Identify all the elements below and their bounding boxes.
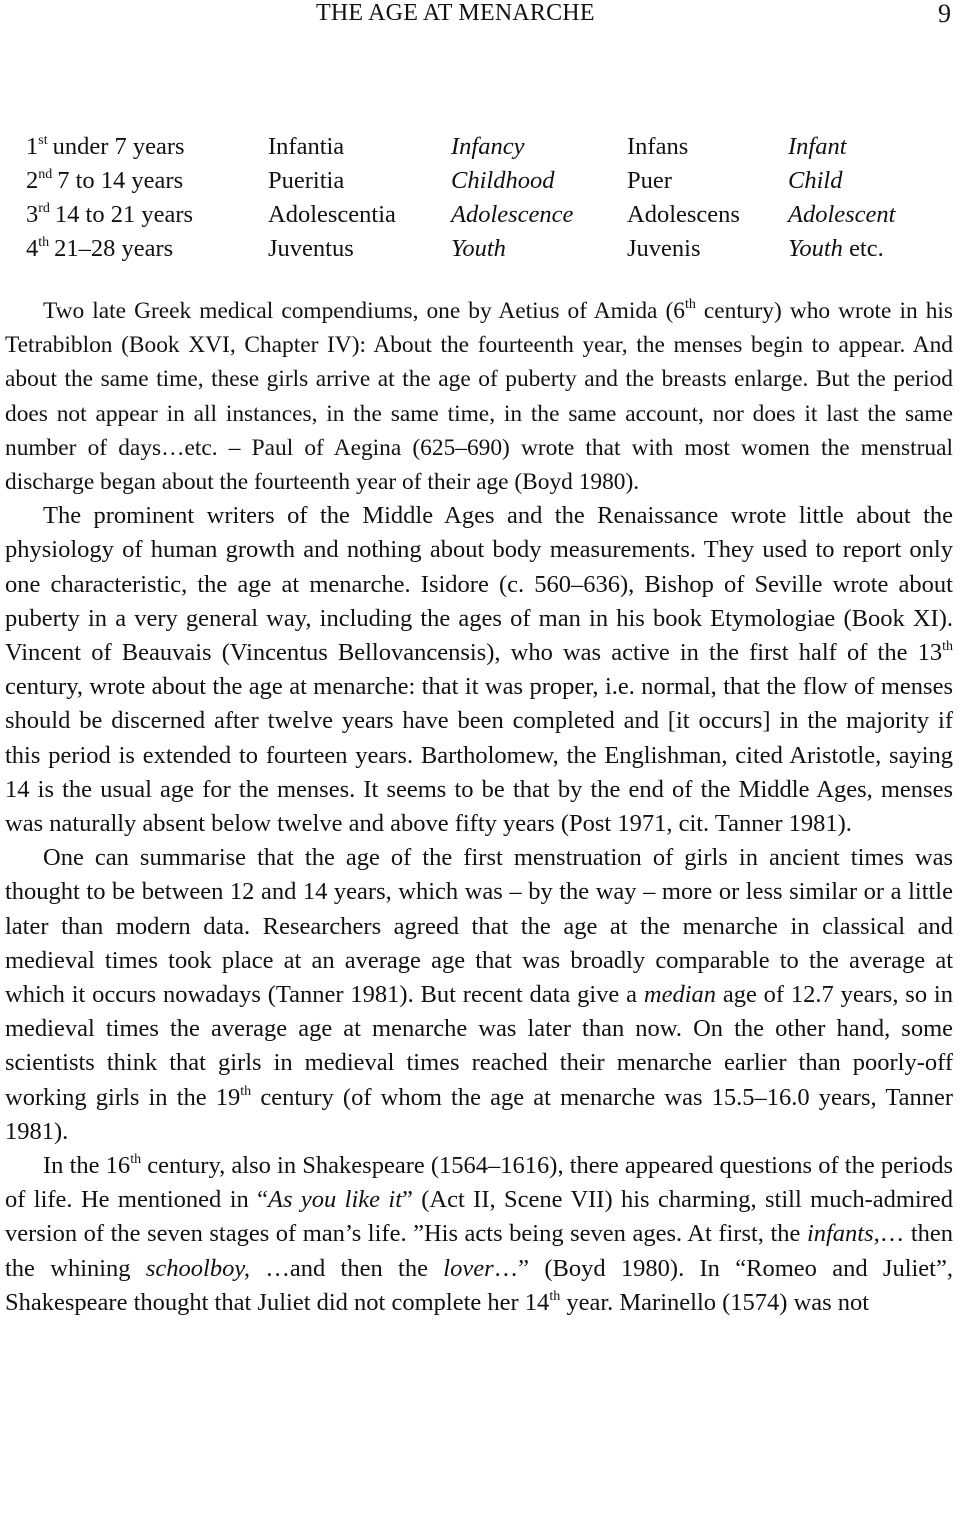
text-run: … then the whining <box>5 1220 953 1282</box>
age-range: under 7 years <box>52 133 185 160</box>
ordinal: 3 <box>26 201 39 228</box>
latin-term: Juventus <box>268 235 354 262</box>
latin-term-2: Juvenis <box>627 235 701 262</box>
text-run: century) who wrote in his Tetrabiblon (Book XVI, Chapter IV): About the fourteenth year, the menses begin to appear. And about the same time, these girls arrive at the age of puberty and the breasts enlarge. But the period does not appear in all instances, in the same time, in the same account, nor does it last the same number of days…etc. – Paul of Aegina (625–690) wrote that with most women the menstrual discharge began about the fourteenth year of their age (Boyd 1980). <box>5 298 953 496</box>
age-range: 21–28 years <box>54 235 174 262</box>
paragraph <box>5 499 953 841</box>
emphasis: infants, <box>806 1220 880 1248</box>
stage-cell <box>26 232 173 266</box>
age-range: 7 to 14 years <box>57 167 184 194</box>
superscript: th <box>942 639 953 655</box>
text-run: …” (Boyd 1980). In “Romeo and Juliet”, Shakespeare thought that Juliet did not complete her 14 <box>5 1254 953 1316</box>
ages-table-row <box>26 232 946 266</box>
latin-term-2: Puer <box>627 167 672 194</box>
superscript: th <box>684 297 696 312</box>
paragraph <box>5 294 953 499</box>
emphasis: schoolboy, <box>145 1254 251 1282</box>
superscript: th <box>130 1152 142 1168</box>
stage-cell <box>26 198 193 232</box>
ages-table-row <box>26 164 946 198</box>
english-term: Infancy <box>451 133 525 160</box>
text-run: century (of whom the age at menarche was 15.5–16.0 years, Tanner 1981). <box>5 1083 953 1145</box>
ordinal-suffix: rd <box>38 201 50 216</box>
paragraph <box>5 841 953 1149</box>
english-term-2: Youth <box>788 235 843 262</box>
text-run: century, also in Shakespeare (1564–1616), there appeared questions of the periods of life. He mentioned in “ <box>5 1152 953 1214</box>
ages-table-row <box>26 198 946 232</box>
superscript: th <box>240 1083 252 1099</box>
text-run: One can summarise that the age of the first menstruation of girls in ancient times was thought to be between 12 and 14 years, which was – by the way – more or less similar or a little later than modern data. Researchers agreed that the age at the menarche in classical and medieval times took place at an average age that was broadly comparable to the average at which it occurs nowadays (Tanner 1981). But recent data give a <box>5 844 953 1009</box>
text-run: The prominent writers of the Middle Ages and the Renaissance wrote little about the physiology of human growth and nothing about body measurements. They used to report only one characteristic, the age at menarche. Isidore (c. 560–636), Bishop of Seville wrote about puberty in a very general way, including the ages of man in his book Etymologiae (Book XI). Vincent of Beauvais (Vincentus Bellovancensis), who was active in the first half of the 13 <box>5 502 953 667</box>
english-term-2: Child <box>788 167 843 194</box>
english-term-2-cell <box>788 198 896 232</box>
ordinal-suffix: th <box>38 235 50 250</box>
body-text <box>5 294 953 1320</box>
english-term: Youth <box>451 235 506 262</box>
english-term-2-cell <box>788 164 842 198</box>
superscript: th <box>549 1288 561 1304</box>
latin-term-2: Adolescens <box>627 201 740 228</box>
ordinal: 4 <box>26 235 39 262</box>
text-run: century, wrote about the age at menarche: that it was proper, i.e. normal, that the flow of menses should be discerned after twelve years have been completed and [it occurs] in the majority if this period is extended to fourteen years. Bartholomew, the Englishman, cited Aristotle, saying 14 is the usual age for the menses. It seems to be that by the end of the Middle Ages, menses was naturally absent below twelve and above fifty years (Post 1971, cit. Tanner 1981). <box>5 673 953 838</box>
latin-term-2: Infans <box>627 133 689 160</box>
text-run: age of 12.7 years, so in medieval times the average age at menarche was later than now. On the other hand, some scientists think that girls in medieval times reached their menarche earlier than poorly-off working girls in the 19 <box>5 981 953 1111</box>
english-term-2-cell <box>788 130 847 164</box>
ordinal-suffix: nd <box>38 167 53 182</box>
ordinal-suffix: st <box>38 133 48 148</box>
page-header <box>0 0 960 36</box>
english-term: Childhood <box>451 167 555 194</box>
paragraph <box>5 1149 953 1320</box>
age-range: 14 to 21 years <box>54 201 194 228</box>
ordinal: 1 <box>26 133 39 160</box>
english-term-2-suffix: etc. <box>842 235 884 262</box>
ages-of-man-table <box>26 130 946 266</box>
ages-table-row <box>26 130 946 164</box>
page-number: 9 <box>938 0 951 28</box>
text-run: ” (Act II, Scene VII) his charming, still much-admired version of the seven stages of man’s life. ”His acts being seven ages. At first, the <box>5 1186 953 1248</box>
text-run: Two late Greek medical compendiums, one by Aetius of Amida (6 <box>43 298 685 324</box>
stage-cell <box>26 130 185 164</box>
english-term: Adolescence <box>451 201 574 228</box>
english-term-2-cell <box>788 232 884 266</box>
latin-term: Pueritia <box>268 167 345 194</box>
text-run: …and then the <box>250 1254 444 1282</box>
emphasis: median <box>643 981 716 1009</box>
text-run: year. Marinello (1574) was not <box>560 1288 870 1316</box>
latin-term: Adolescentia <box>268 201 396 228</box>
emphasis: As you like it <box>268 1186 403 1214</box>
ordinal: 2 <box>26 167 39 194</box>
english-term-2: Adolescent <box>788 201 896 228</box>
running-title: THE AGE AT MENARCHE <box>316 0 595 26</box>
emphasis: lover <box>443 1254 494 1282</box>
english-term-2: Infant <box>788 133 847 160</box>
stage-cell <box>26 164 183 198</box>
latin-term: Infantia <box>268 133 345 160</box>
text-run: In the 16 <box>43 1152 131 1180</box>
